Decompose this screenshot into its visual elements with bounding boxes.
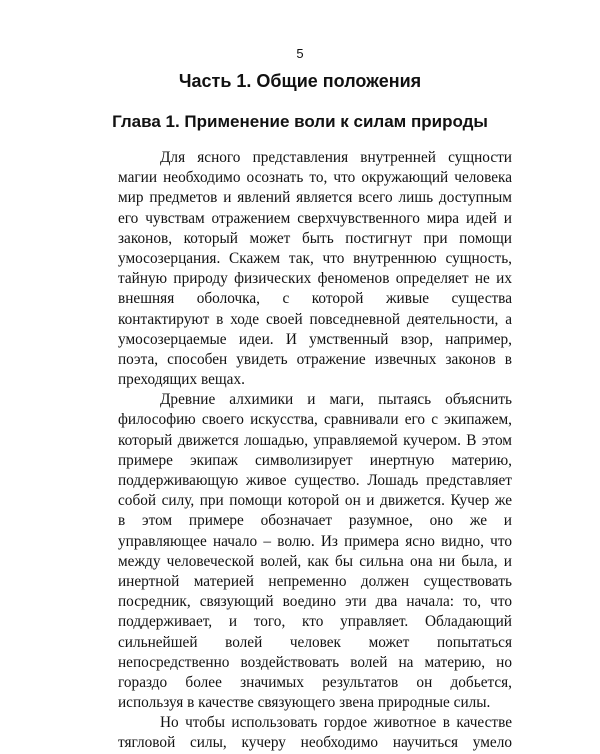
text-line: непосредственно воздействовать волей на материю, но — [118, 653, 512, 671]
text-line: примере экипаж символизирует инертную материю, — [118, 451, 512, 469]
text-line: поэта, способен увидеть отражение извечных законов в — [118, 350, 512, 368]
text-line: инертной материей непременно должен существовать — [118, 572, 512, 590]
text-line: поддерживающую живое существо. Лошадь представляет — [118, 472, 512, 489]
text-line: посредник, связующий воедино эти два начала: то, что — [118, 593, 512, 611]
text-line: умосозерцания. Скажем так, что внутреннюю сущность, — [118, 249, 512, 267]
text-line: умосозерцаемые идеи. И умственный взор, например, — [118, 330, 512, 348]
text-line: управляющее начало – волю. Из примера ясно видно, что — [118, 532, 512, 550]
text-line: тайную природу физических феноменов определяет не их — [118, 270, 512, 288]
text-line: собой силу, при помощи которой он и движется. Кучер же — [118, 492, 512, 510]
text-line: философию своего искусства, сравнивали его с экипажем, — [118, 411, 512, 429]
text-line: его чувствам отражением сверхчувственного мира идей и — [118, 209, 512, 227]
text-line: между человеческой волей, как бы сильна она ни была, и — [118, 552, 512, 570]
text-line: Для ясного представления внутренней сущности — [160, 149, 512, 166]
text-line: мир предметов и явлений является всего лишь доступным — [118, 189, 512, 207]
text-line: магии необходимо осознать то, что окружающий человека — [118, 169, 512, 187]
text-line: Древние алхимики и маги, пытаясь объяснить — [160, 391, 512, 409]
page-number: 5 — [296, 46, 304, 61]
chapter-title: Глава 1. Применение воли к силам природы — [112, 112, 488, 131]
part-title: Часть 1. Общие положения — [178, 71, 422, 91]
text-line: внешняя оболочка, с которой живые существа — [118, 290, 512, 308]
text-line: в этом примере обозначает разумное, оно же и — [118, 512, 512, 530]
body-text — [118, 148, 512, 754]
text-line: Но чтобы использовать гордое животное в качестве — [160, 714, 512, 732]
text-line: сильнейшей волей человек может попытаться — [118, 633, 512, 651]
text-line: гораздо более значимых результатов он добьется, — [118, 673, 512, 691]
text-line: поддерживает, и того, кто управляет. Обладающий — [118, 613, 512, 631]
text-line: используя в качестве связующего звена природные силы. — [118, 694, 491, 712]
text-line: который движется лошадью, управляемой кучером. В этом — [118, 431, 512, 449]
text-line: тягловой силы, кучеру необходимо научиться умело — [118, 734, 512, 752]
text-line: преходящих вещах. — [118, 371, 245, 389]
text-line: контактируют в ходе своей повседневной деятельности, а — [118, 310, 512, 328]
text-line: законов, который может быть постигнут при помощи — [118, 229, 512, 247]
